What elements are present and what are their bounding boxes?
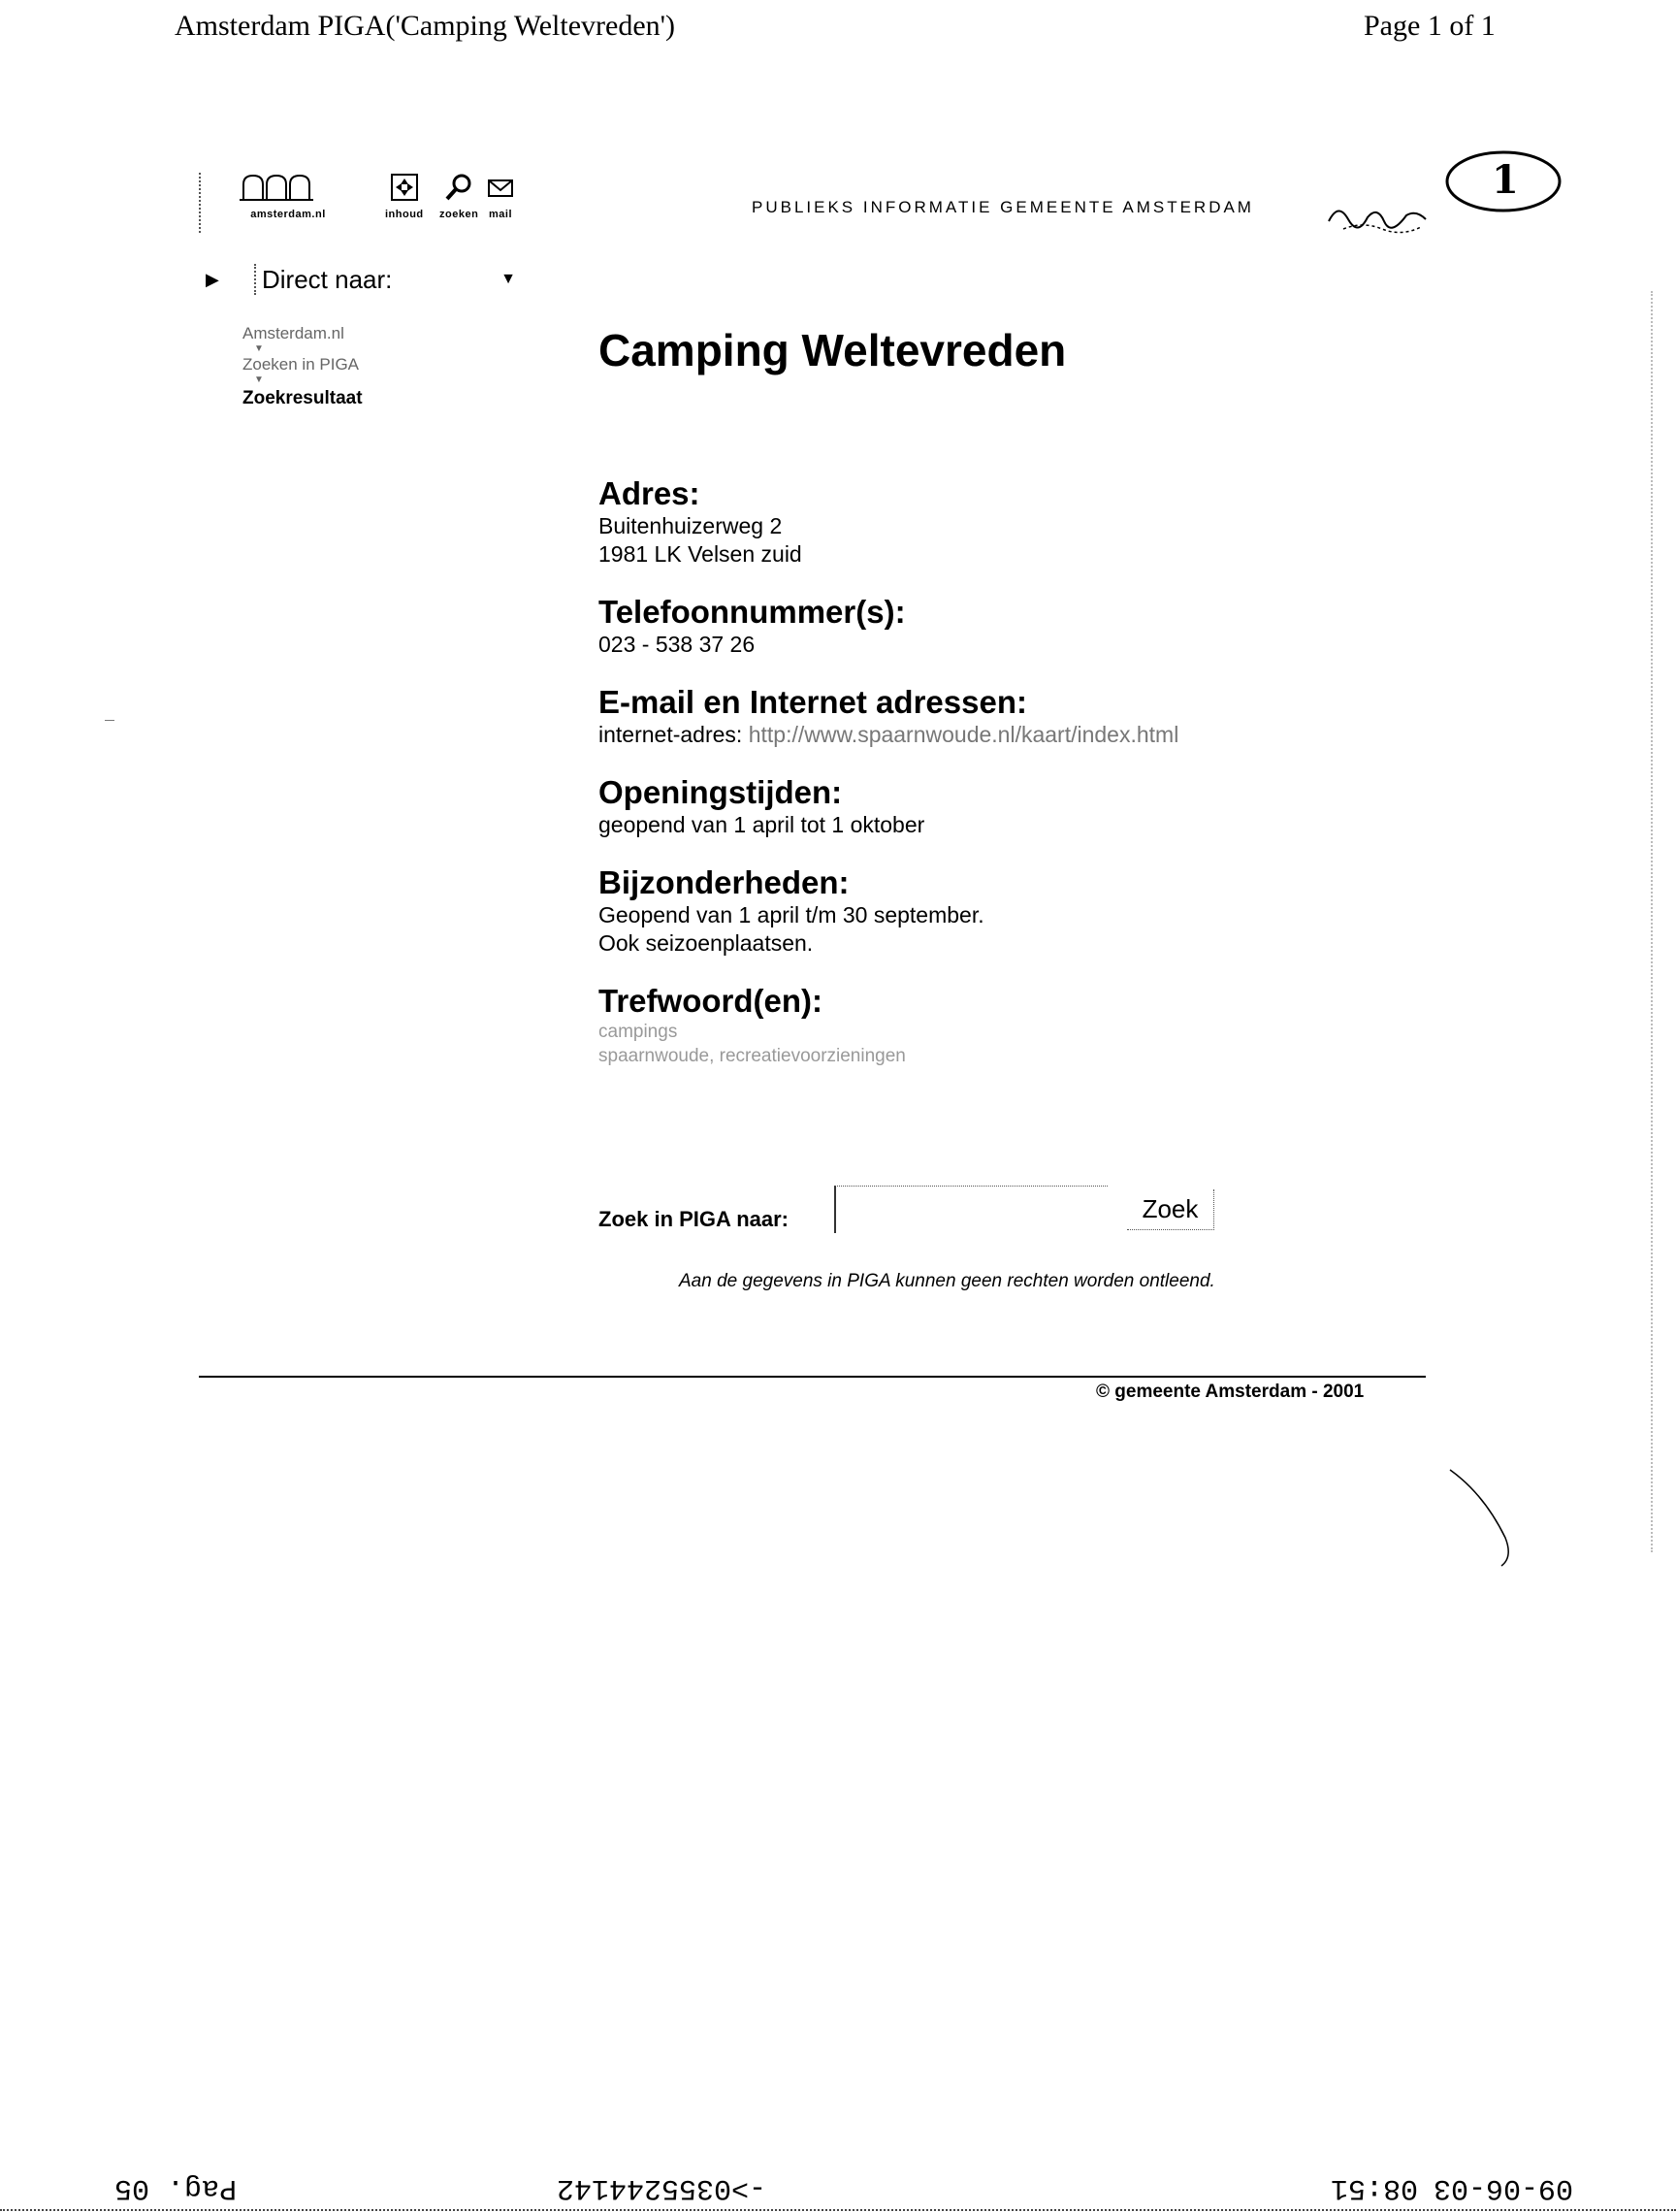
print-page-number: Page 1 of 1 xyxy=(1364,10,1496,42)
internet-address-line xyxy=(598,721,1394,749)
internet-address-link[interactable]: http://www.spaarnwoude.nl/kaart/index.html xyxy=(748,722,1179,747)
nav-inhoud-link[interactable] xyxy=(385,173,424,220)
arrow-right-icon: ▶ xyxy=(206,270,219,289)
scan-margin-marks xyxy=(1651,291,1655,1552)
phone-section xyxy=(598,594,1394,659)
nav-label: mail xyxy=(488,209,512,220)
magnifier-icon xyxy=(444,173,473,202)
copyright: © gemeente Amsterdam - 2001 xyxy=(1096,1382,1365,1402)
houses-icon xyxy=(240,173,337,202)
search-input[interactable] xyxy=(834,1186,1108,1233)
opening-hours: geopend van 1 april tot 1 oktober xyxy=(598,812,925,837)
search-button[interactable]: Zoek xyxy=(1127,1189,1214,1230)
address-street: Buitenhuizerweg 2 xyxy=(598,513,783,538)
handwritten-page-annotation xyxy=(1439,146,1565,217)
internet-address-label: internet-adres: xyxy=(598,722,743,747)
contents-icon xyxy=(390,173,419,202)
envelope-icon xyxy=(486,173,515,202)
keyword-link[interactable]: campings xyxy=(598,1022,678,1042)
address-section xyxy=(598,475,1394,569)
section-heading: Adres: xyxy=(598,475,700,511)
nav-amsterdam-link[interactable] xyxy=(240,173,337,220)
breadcrumb-link-amsterdam[interactable]: Amsterdam.nl xyxy=(242,324,344,342)
fax-number: ->0355244142 xyxy=(557,2171,767,2204)
breadcrumb-current: Zoekresultaat xyxy=(242,388,363,408)
details-line: Geopend van 1 april t/m 30 september. xyxy=(598,902,984,927)
section-heading: Bijzonderheden: xyxy=(598,864,850,900)
section-heading: Openingstijden: xyxy=(598,774,843,810)
breadcrumb xyxy=(242,324,436,409)
keyword-link[interactable]: spaarnwoude, recreatievoorzieningen xyxy=(598,1046,906,1066)
section-heading: Trefwoord(en): xyxy=(598,983,822,1019)
nav-label: amsterdam.nl xyxy=(250,209,326,220)
print-header-title: Amsterdam PIGA('Camping Weltevreden') xyxy=(175,10,676,42)
select-border xyxy=(254,264,258,295)
keywords-section xyxy=(598,983,1394,1068)
chevron-down-icon: ▼ xyxy=(500,271,516,287)
footer-divider xyxy=(199,1376,1426,1378)
fax-page-number: Pag. 05 xyxy=(114,2171,238,2204)
annotation-number: 1 xyxy=(1492,157,1519,203)
scan-speck xyxy=(105,720,114,721)
top-nav xyxy=(199,173,548,245)
page-title: Camping Weltevreden xyxy=(598,325,1067,375)
section-heading: Telefoonnummer(s): xyxy=(598,594,906,630)
municipal-logo-icon xyxy=(1324,192,1431,241)
site-banner: PUBLIEKS INFORMATIE GEMEENTE AMSTERDAM xyxy=(752,198,1254,216)
nav-zoeken-link[interactable] xyxy=(439,173,478,220)
pen-stroke-icon xyxy=(1445,1465,1523,1572)
fax-border-line xyxy=(0,2209,1676,2211)
fax-date: 09-06-03 xyxy=(1434,2171,1574,2204)
breadcrumb-separator-icon: ▼ xyxy=(254,343,264,354)
phone-number: 023 - 538 37 26 xyxy=(598,632,756,657)
detail-content xyxy=(598,475,1394,1093)
search-label: Zoek in PIGA naar: xyxy=(598,1207,790,1231)
fax-time: 08:51 xyxy=(1331,2171,1419,2204)
direct-naar-label: Direct naar: xyxy=(262,264,393,294)
breadcrumb-separator-icon: ▼ xyxy=(254,374,264,385)
breadcrumb-link-zoeken[interactable]: Zoeken in PIGA xyxy=(242,355,360,374)
details-line: Ook seizoenplaatsen. xyxy=(598,930,814,956)
address-city: 1981 LK Velsen zuid xyxy=(598,541,802,567)
nav-label: zoeken xyxy=(439,209,479,220)
opening-hours-section xyxy=(598,774,1394,839)
nav-mail-link[interactable] xyxy=(486,173,515,220)
direct-naar-select[interactable] xyxy=(254,262,516,297)
section-heading: E-mail en Internet adressen: xyxy=(598,684,1027,720)
details-section xyxy=(598,864,1394,958)
disclaimer: Aan de gegevens in PIGA kunnen geen rechten worden ontleend. xyxy=(679,1271,1215,1291)
internet-section xyxy=(598,684,1394,749)
piga-search-form xyxy=(598,1178,1219,1236)
nav-label: inhoud xyxy=(385,209,424,220)
